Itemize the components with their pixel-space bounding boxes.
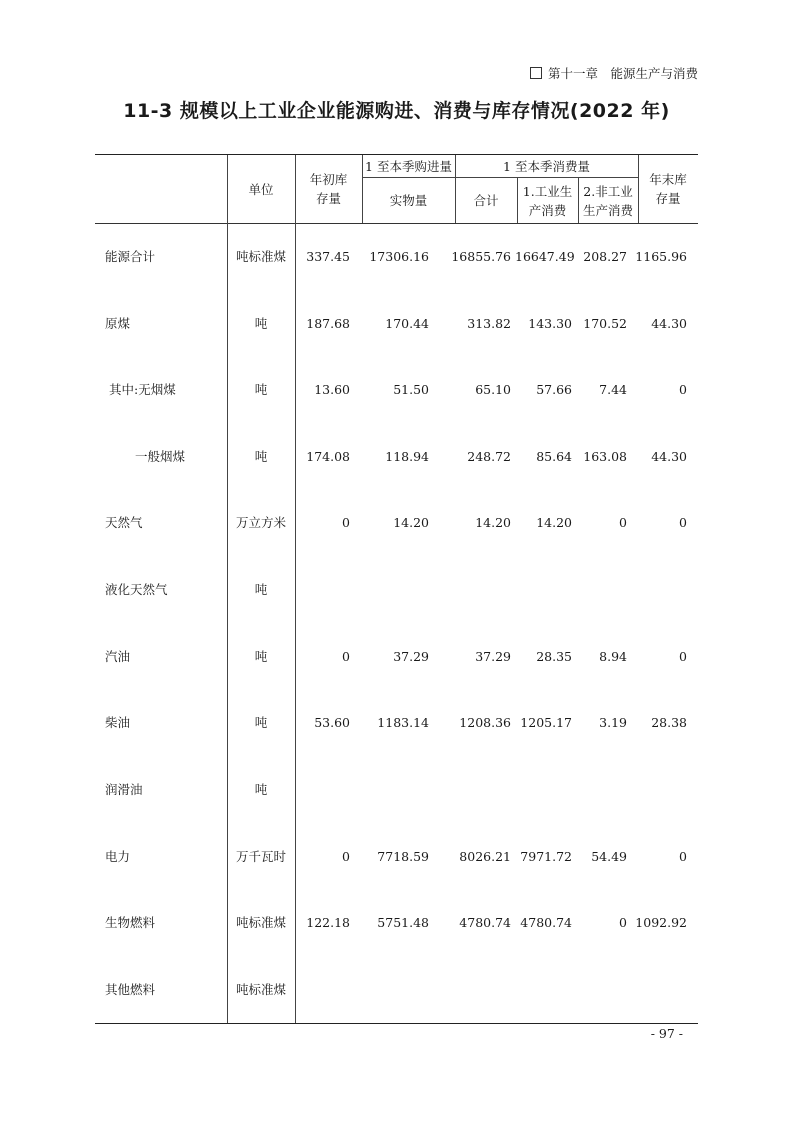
cell-total: 313.82 bbox=[467, 316, 511, 331]
cell-industrial: 143.30 bbox=[528, 316, 572, 331]
cell-closing: 0 bbox=[679, 382, 687, 397]
cell-nonindustrial: 163.08 bbox=[583, 449, 627, 464]
row-unit: 吨 bbox=[254, 649, 268, 664]
cell-opening: 13.60 bbox=[314, 382, 350, 397]
cell-opening: 122.18 bbox=[306, 915, 350, 930]
cell-opening: 0 bbox=[342, 649, 350, 664]
cell-industrial: 28.35 bbox=[536, 649, 572, 664]
row-unit: 吨标准煤 bbox=[235, 915, 286, 930]
row-unit: 万千瓦时 bbox=[235, 849, 286, 864]
cell-closing: 0 bbox=[679, 649, 687, 664]
cell-industrial: 7971.72 bbox=[520, 849, 572, 864]
cell-total: 4780.74 bbox=[459, 915, 511, 930]
cell-closing: 44.30 bbox=[651, 316, 687, 331]
header-consumption-group: 1 至本季消费量 bbox=[503, 158, 590, 174]
header-nonindustrial: 2.非工业 生产消费 bbox=[582, 183, 633, 218]
cell-nonindustrial: 170.52 bbox=[583, 316, 627, 331]
cell-opening: 174.08 bbox=[306, 449, 350, 464]
row-name: 其他燃料 bbox=[105, 982, 156, 997]
cell-total: 37.29 bbox=[475, 649, 511, 664]
row-name: 电力 bbox=[105, 849, 131, 864]
row-unit: 吨 bbox=[254, 382, 268, 397]
cell-purchase: 7718.59 bbox=[377, 849, 429, 864]
cell-nonindustrial: 0 bbox=[619, 515, 627, 530]
row-name: 天然气 bbox=[105, 515, 143, 530]
row-name: 原煤 bbox=[105, 316, 131, 331]
row-unit: 吨标准煤 bbox=[235, 249, 286, 264]
row-name: 生物燃料 bbox=[105, 915, 156, 930]
cell-industrial: 57.66 bbox=[536, 382, 572, 397]
cell-purchase: 118.94 bbox=[385, 449, 429, 464]
cell-nonindustrial: 7.44 bbox=[599, 382, 627, 397]
cell-closing: 1165.96 bbox=[635, 249, 687, 264]
cell-opening: 0 bbox=[342, 515, 350, 530]
header-opening-stock: 年初库 存量 bbox=[309, 172, 348, 206]
cell-purchase: 170.44 bbox=[385, 316, 429, 331]
cell-purchase: 17306.16 bbox=[369, 249, 429, 264]
cell-industrial: 14.20 bbox=[536, 515, 572, 530]
cell-nonindustrial: 54.49 bbox=[591, 849, 627, 864]
row-name: 能源合计 bbox=[105, 249, 156, 264]
cell-industrial: 85.64 bbox=[536, 449, 572, 464]
row-name: 汽油 bbox=[105, 649, 131, 664]
table-row bbox=[95, 980, 698, 1000]
table-row bbox=[95, 247, 698, 267]
table-bottom-rule bbox=[95, 1023, 698, 1024]
row-unit: 吨 bbox=[254, 782, 268, 797]
cell-industrial: 1205.17 bbox=[520, 715, 572, 730]
cell-closing: 1092.92 bbox=[635, 915, 687, 930]
cell-total: 65.10 bbox=[475, 382, 511, 397]
table-row bbox=[95, 647, 698, 667]
table-row bbox=[95, 847, 698, 867]
square-icon bbox=[530, 67, 542, 79]
row-name: 其中:无烟煤 bbox=[109, 382, 176, 397]
header-total: 合计 bbox=[473, 193, 499, 208]
table-row bbox=[95, 314, 698, 334]
row-name: 润滑油 bbox=[105, 782, 143, 797]
cell-total: 14.20 bbox=[475, 515, 511, 530]
cell-total: 1208.36 bbox=[459, 715, 511, 730]
row-unit: 万立方米 bbox=[235, 515, 286, 530]
row-unit: 吨 bbox=[254, 449, 268, 464]
cell-purchase: 1183.14 bbox=[377, 715, 429, 730]
cell-opening: 53.60 bbox=[314, 715, 350, 730]
cell-opening: 0 bbox=[342, 849, 350, 864]
cell-nonindustrial: 0 bbox=[619, 915, 627, 930]
cell-nonindustrial: 8.94 bbox=[599, 649, 627, 664]
row-unit: 吨标准煤 bbox=[235, 982, 286, 997]
chapter-header bbox=[530, 64, 698, 82]
cell-opening: 187.68 bbox=[306, 316, 350, 331]
cell-purchase: 51.50 bbox=[393, 382, 429, 397]
table-row bbox=[95, 713, 698, 733]
header-purchase-physical: 实物量 bbox=[389, 193, 428, 208]
cell-closing: 0 bbox=[679, 515, 687, 530]
cell-total: 248.72 bbox=[467, 449, 511, 464]
cell-purchase: 5751.48 bbox=[377, 915, 429, 930]
row-name: 一般烟煤 bbox=[135, 449, 186, 464]
cell-closing: 0 bbox=[679, 849, 687, 864]
row-unit: 吨 bbox=[254, 582, 268, 597]
row-unit: 吨 bbox=[254, 316, 268, 331]
header-industrial: 1.工业生 产消费 bbox=[522, 183, 573, 218]
table-row bbox=[95, 380, 698, 400]
page-title: 11-3 规模以上工业企业能源购进、消费与库存情况(2022 年) bbox=[123, 100, 670, 122]
cell-nonindustrial: 3.19 bbox=[599, 715, 627, 730]
table-row bbox=[95, 913, 698, 933]
table-row bbox=[95, 513, 698, 533]
cell-closing: 44.30 bbox=[651, 449, 687, 464]
chapter-label: 第十一章 能源生产与消费 bbox=[547, 66, 698, 81]
table-row bbox=[95, 780, 698, 800]
cell-closing: 28.38 bbox=[651, 715, 687, 730]
row-name: 柴油 bbox=[105, 715, 131, 730]
cell-purchase: 37.29 bbox=[393, 649, 429, 664]
table-row bbox=[95, 580, 698, 600]
table-row bbox=[95, 447, 698, 467]
row-unit: 吨 bbox=[254, 715, 268, 730]
cell-total: 16855.76 bbox=[451, 249, 511, 264]
cell-industrial: 16647.49 bbox=[515, 249, 575, 264]
page-number: - 97 - bbox=[650, 1026, 683, 1041]
row-name: 液化天然气 bbox=[105, 582, 168, 597]
cell-total: 8026.21 bbox=[459, 849, 511, 864]
header-unit: 单位 bbox=[248, 181, 274, 197]
cell-nonindustrial: 208.27 bbox=[583, 249, 627, 264]
cell-opening: 337.45 bbox=[306, 249, 350, 264]
cell-industrial: 4780.74 bbox=[520, 915, 572, 930]
header-closing-stock: 年末库 存量 bbox=[649, 172, 687, 206]
cell-purchase: 14.20 bbox=[393, 515, 429, 530]
header-purchase-group: 1 至本季购进量 bbox=[365, 158, 452, 174]
table-header-rule bbox=[95, 223, 698, 224]
